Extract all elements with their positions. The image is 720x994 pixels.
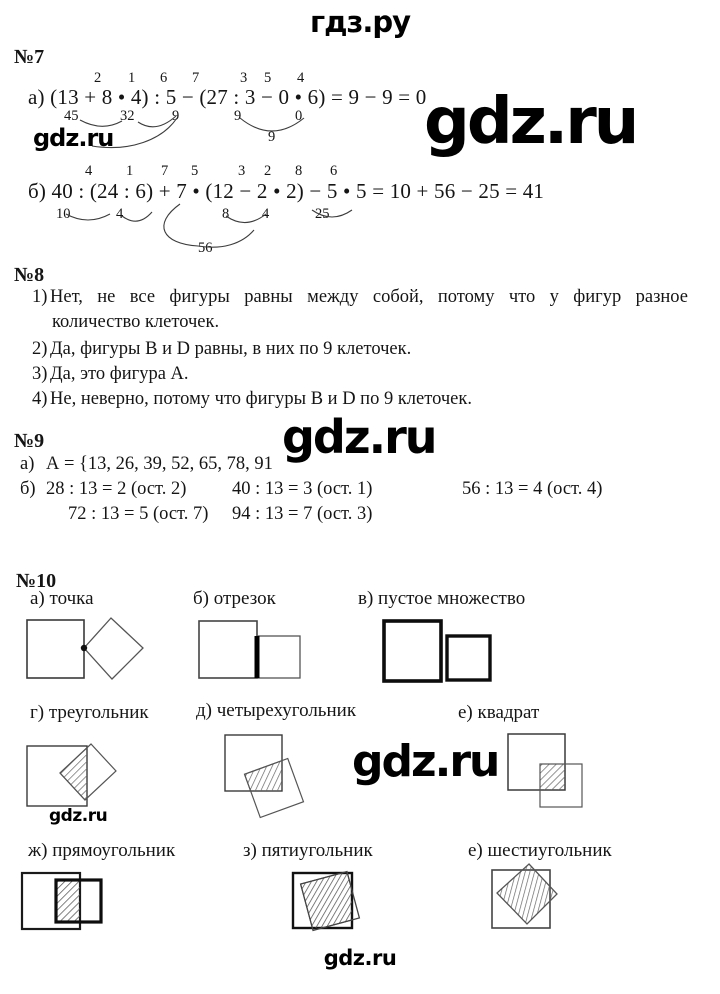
order-mark: 8 — [295, 163, 303, 179]
answer-item-text: Да, это фигура А. — [50, 364, 189, 384]
figure-label: г) треугольник — [30, 702, 149, 723]
figure-label: з) пятиугольник — [243, 840, 373, 861]
answer-item-text: Да, фигуры В и D равны, в них по 9 клеточек. — [50, 339, 412, 359]
order-mark: 5 — [191, 163, 199, 179]
answer-item-number: 3) — [32, 364, 48, 384]
set-line-text: А = {13, 26, 39, 52, 65, 78, 91 — [46, 454, 273, 474]
figure-label: а) точка — [30, 588, 94, 609]
figure-label: е) квадрат — [458, 702, 540, 723]
division-result: 28 : 13 = 2 (ост. 2) — [46, 479, 187, 499]
figure-empty-set — [378, 612, 498, 687]
partial-result: 0 — [295, 108, 303, 124]
figure-label: в) пустое множество — [358, 588, 526, 609]
figure-rectangle — [18, 864, 133, 936]
order-mark: 3 — [238, 163, 246, 179]
order-mark: 4 — [85, 163, 93, 179]
figure-label: ж) прямоугольник — [28, 840, 176, 861]
partial-result: 56 — [198, 240, 213, 256]
connector-arcs — [30, 196, 570, 276]
division-result: 40 : 13 = 3 (ост. 1) — [232, 479, 373, 499]
partial-result: 9 — [234, 108, 242, 124]
set-line-label: а) — [20, 454, 35, 474]
answer-item-number: 4) — [32, 389, 48, 409]
partial-result: 8 — [222, 206, 230, 222]
watermark-logo: gdz.ru — [33, 124, 114, 152]
partial-result: 9 — [268, 129, 276, 145]
order-mark: 4 — [297, 70, 305, 86]
task10-number: №10 — [16, 570, 57, 592]
division-line-label: б) — [20, 479, 36, 499]
watermark-logo: gdz.ru — [282, 410, 436, 464]
expression-label: а) — [28, 85, 45, 109]
figure-label: б) отрезок — [193, 588, 276, 609]
footer-brand: gdz.ru — [323, 946, 397, 970]
site-title: гдз.ру — [309, 5, 411, 39]
order-mark: 5 — [264, 70, 272, 86]
figure-label: д) четырехугольник — [196, 700, 357, 721]
order-mark: 6 — [160, 70, 168, 86]
task9-number: №9 — [14, 430, 45, 452]
task8-number: №8 — [14, 264, 45, 286]
partial-result: 4 — [116, 206, 124, 222]
expression-text: (13 + 8 • 4) : 5 − (27 : 3 − 0 • 6) = 9 − 9 = 0 — [50, 85, 427, 109]
figure-point — [25, 612, 150, 687]
partial-result: 32 — [120, 108, 135, 124]
division-result: 56 : 13 = 4 (ост. 4) — [462, 479, 603, 499]
answer-item-text: Не, неверно, потому что фигуры В и D по 9 клеточек. — [50, 389, 472, 409]
watermark-logo: gdz.ru — [49, 806, 108, 826]
answer-item-text: количество клеточек. — [52, 312, 220, 332]
answer-item-number: 2) — [32, 339, 48, 359]
order-mark: 2 — [94, 70, 102, 86]
answer-item-number: 1) — [32, 287, 48, 307]
watermark-logo: gdz.ru — [424, 85, 637, 159]
expression-text: 40 : (24 : 6) + 7 • (12 − 2 • 2) − 5 • 5 = 10 + 56 − 25 = 41 — [51, 179, 545, 203]
watermark-logo: gdz.ru — [352, 736, 499, 787]
partial-result: 4 — [262, 206, 270, 222]
division-result: 72 : 13 = 5 (ост. 7) — [68, 504, 209, 524]
expression-label: б) — [28, 179, 47, 203]
figure-label: е) шестиугольник — [468, 840, 612, 861]
figure-segment — [193, 612, 313, 684]
order-mark: 1 — [128, 70, 136, 86]
figure-hexagon — [480, 848, 595, 933]
order-mark: 3 — [240, 70, 248, 86]
partial-result: 10 — [56, 206, 71, 222]
answer-item-text: Нет, не все фигуры равны между собой, потому что у фигур разное — [50, 287, 688, 307]
order-mark: 2 — [264, 163, 272, 179]
figure-square — [500, 728, 600, 818]
order-mark: 6 — [330, 163, 338, 179]
partial-result: 9 — [172, 108, 180, 124]
order-mark: 1 — [126, 163, 134, 179]
task7-number: №7 — [14, 46, 45, 68]
order-mark: 7 — [192, 70, 200, 86]
partial-result: 45 — [64, 108, 79, 124]
figure-pentagon — [285, 858, 400, 938]
partial-result: 25 — [315, 206, 330, 222]
order-mark: 7 — [161, 163, 169, 179]
division-result: 94 : 13 = 7 (ост. 3) — [232, 504, 373, 524]
figure-quadrilateral — [198, 728, 333, 828]
